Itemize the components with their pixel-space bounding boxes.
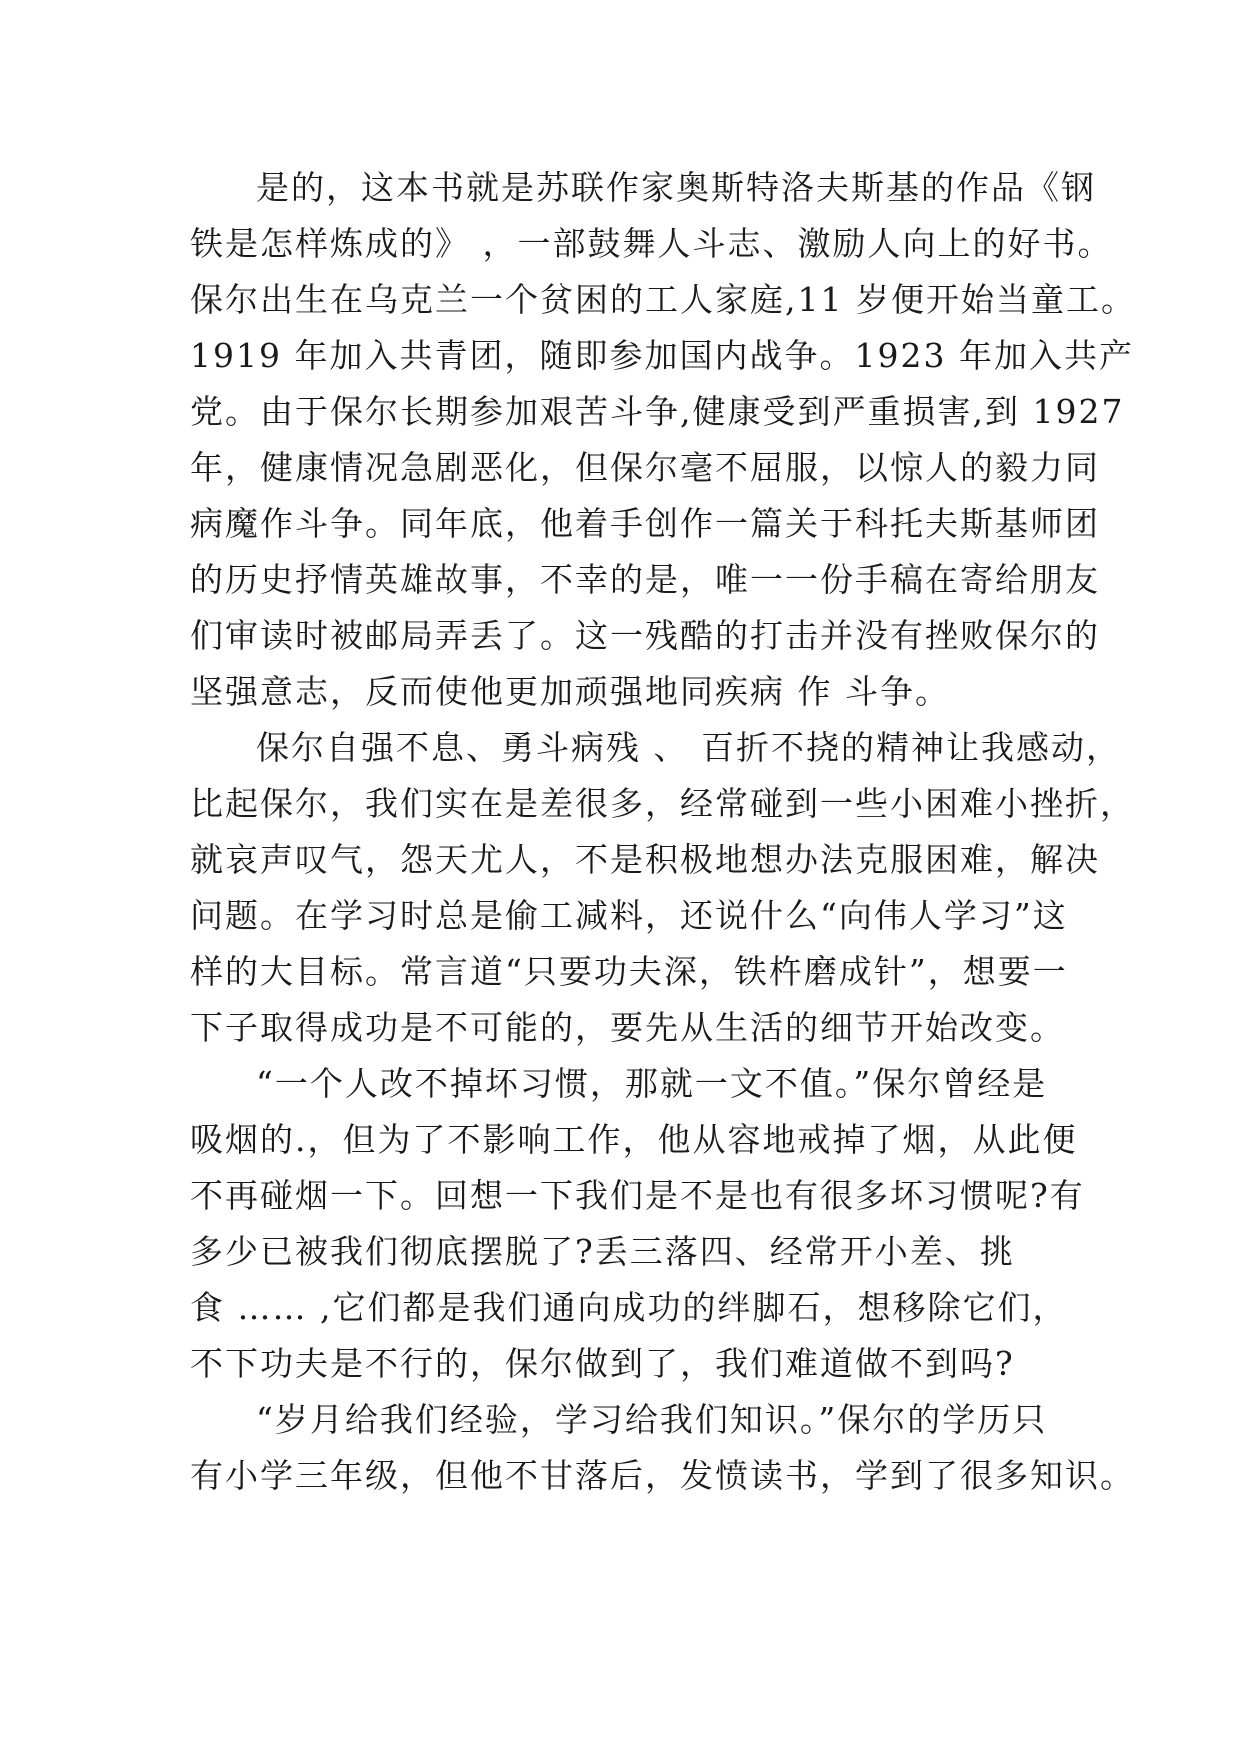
paragraph-3-line-2: 吸烟的.，但为了不影响工作，他从容地戒掉了烟，从此便 <box>190 1120 1078 1159</box>
paragraph-2-line-2: 比起保尔，我们实在是差很多，经常碰到一些小困难小挫折， <box>190 784 1135 823</box>
paragraph-3-line-3: 不再碰烟一下。回想一下我们是不是也有很多坏习惯呢?有 <box>190 1176 1085 1215</box>
paragraph-2-line-6: 下子取得成功是不可能的，要先从生活的细节开始改变。 <box>190 1008 1065 1047</box>
paragraph-1-line-6: 年，健康情况急剧恶化，但保尔毫不屈服，以惊人的毅力同 <box>190 448 1100 487</box>
paragraph-1-line-9: 们审读时被邮局弄丢了。这一残酷的打击并没有挫败保尔的 <box>190 616 1100 655</box>
paragraph-2-line-4: 问题。在学习时总是偷工减料，还说什么“向伟人学习”这 <box>190 896 1068 935</box>
paragraph-1-line-4: 1919 年加入共青团，随即参加国内战争。1923 年加入共产 <box>190 336 1134 375</box>
paragraph-1-line-3: 保尔出生在乌克兰一个贫困的工人家庭,11 岁便开始当童工。 <box>190 280 1136 319</box>
paragraph-1-line-10: 坚强意志，反而使他更加顽强地同疾病 作 斗争。 <box>190 672 950 711</box>
paragraph-2-line-1: 保尔自强不息、勇斗病残 、 百折不挠的精神让我感动， <box>256 728 1121 767</box>
paragraph-3-line-4: 多少已被我们彻底摆脱了?丢三落四、经常开小差、挑 <box>190 1232 1015 1271</box>
paragraph-1-line-8: 的历史抒情英雄故事，不幸的是，唯一一份手稿在寄给朋友 <box>190 560 1100 599</box>
paragraph-1-line-5: 党。由于保尔长期参加艰苦斗争,健康受到严重损害,到 1927 <box>190 392 1125 431</box>
paragraph-1-line-2: 铁是怎样炼成的》 ，一部鼓舞人斗志、激励人向上的好书。 <box>190 224 1113 263</box>
paragraph-4-line-1: “岁月给我们经验，学习给我们知识。”保尔的学历只 <box>256 1400 1048 1439</box>
paragraph-4-line-2: 有小学三年级，但他不甘落后，发愤读书，学到了很多知识。 <box>190 1456 1135 1495</box>
paragraph-3-line-6: 不下功夫是不行的，保尔做到了，我们难道做不到吗? <box>190 1344 1015 1383</box>
paragraph-2-line-3: 就哀声叹气，怨天尤人，不是积极地想办法克服困难，解决 <box>190 840 1100 879</box>
paragraph-3-line-5: 食 …… ,它们都是我们通向成功的绊脚石，想移除它们， <box>190 1288 1068 1327</box>
paragraph-3-line-1: “一个人改不掉坏习惯，那就一文不值。”保尔曾经是 <box>256 1064 1048 1103</box>
paragraph-1-line-7: 病魔作斗争。同年底，他着手创作一篇关于科托夫斯基师团 <box>190 504 1100 543</box>
body-text <box>190 160 1136 1504</box>
paragraph-1-line-1: 是的，这本书就是苏联作家奥斯特洛夫斯基的作品《钢 <box>256 168 1096 207</box>
paragraph-2-line-5: 样的大目标。常言道“只要功夫深，铁杵磨成针”，想要一 <box>190 952 1068 991</box>
